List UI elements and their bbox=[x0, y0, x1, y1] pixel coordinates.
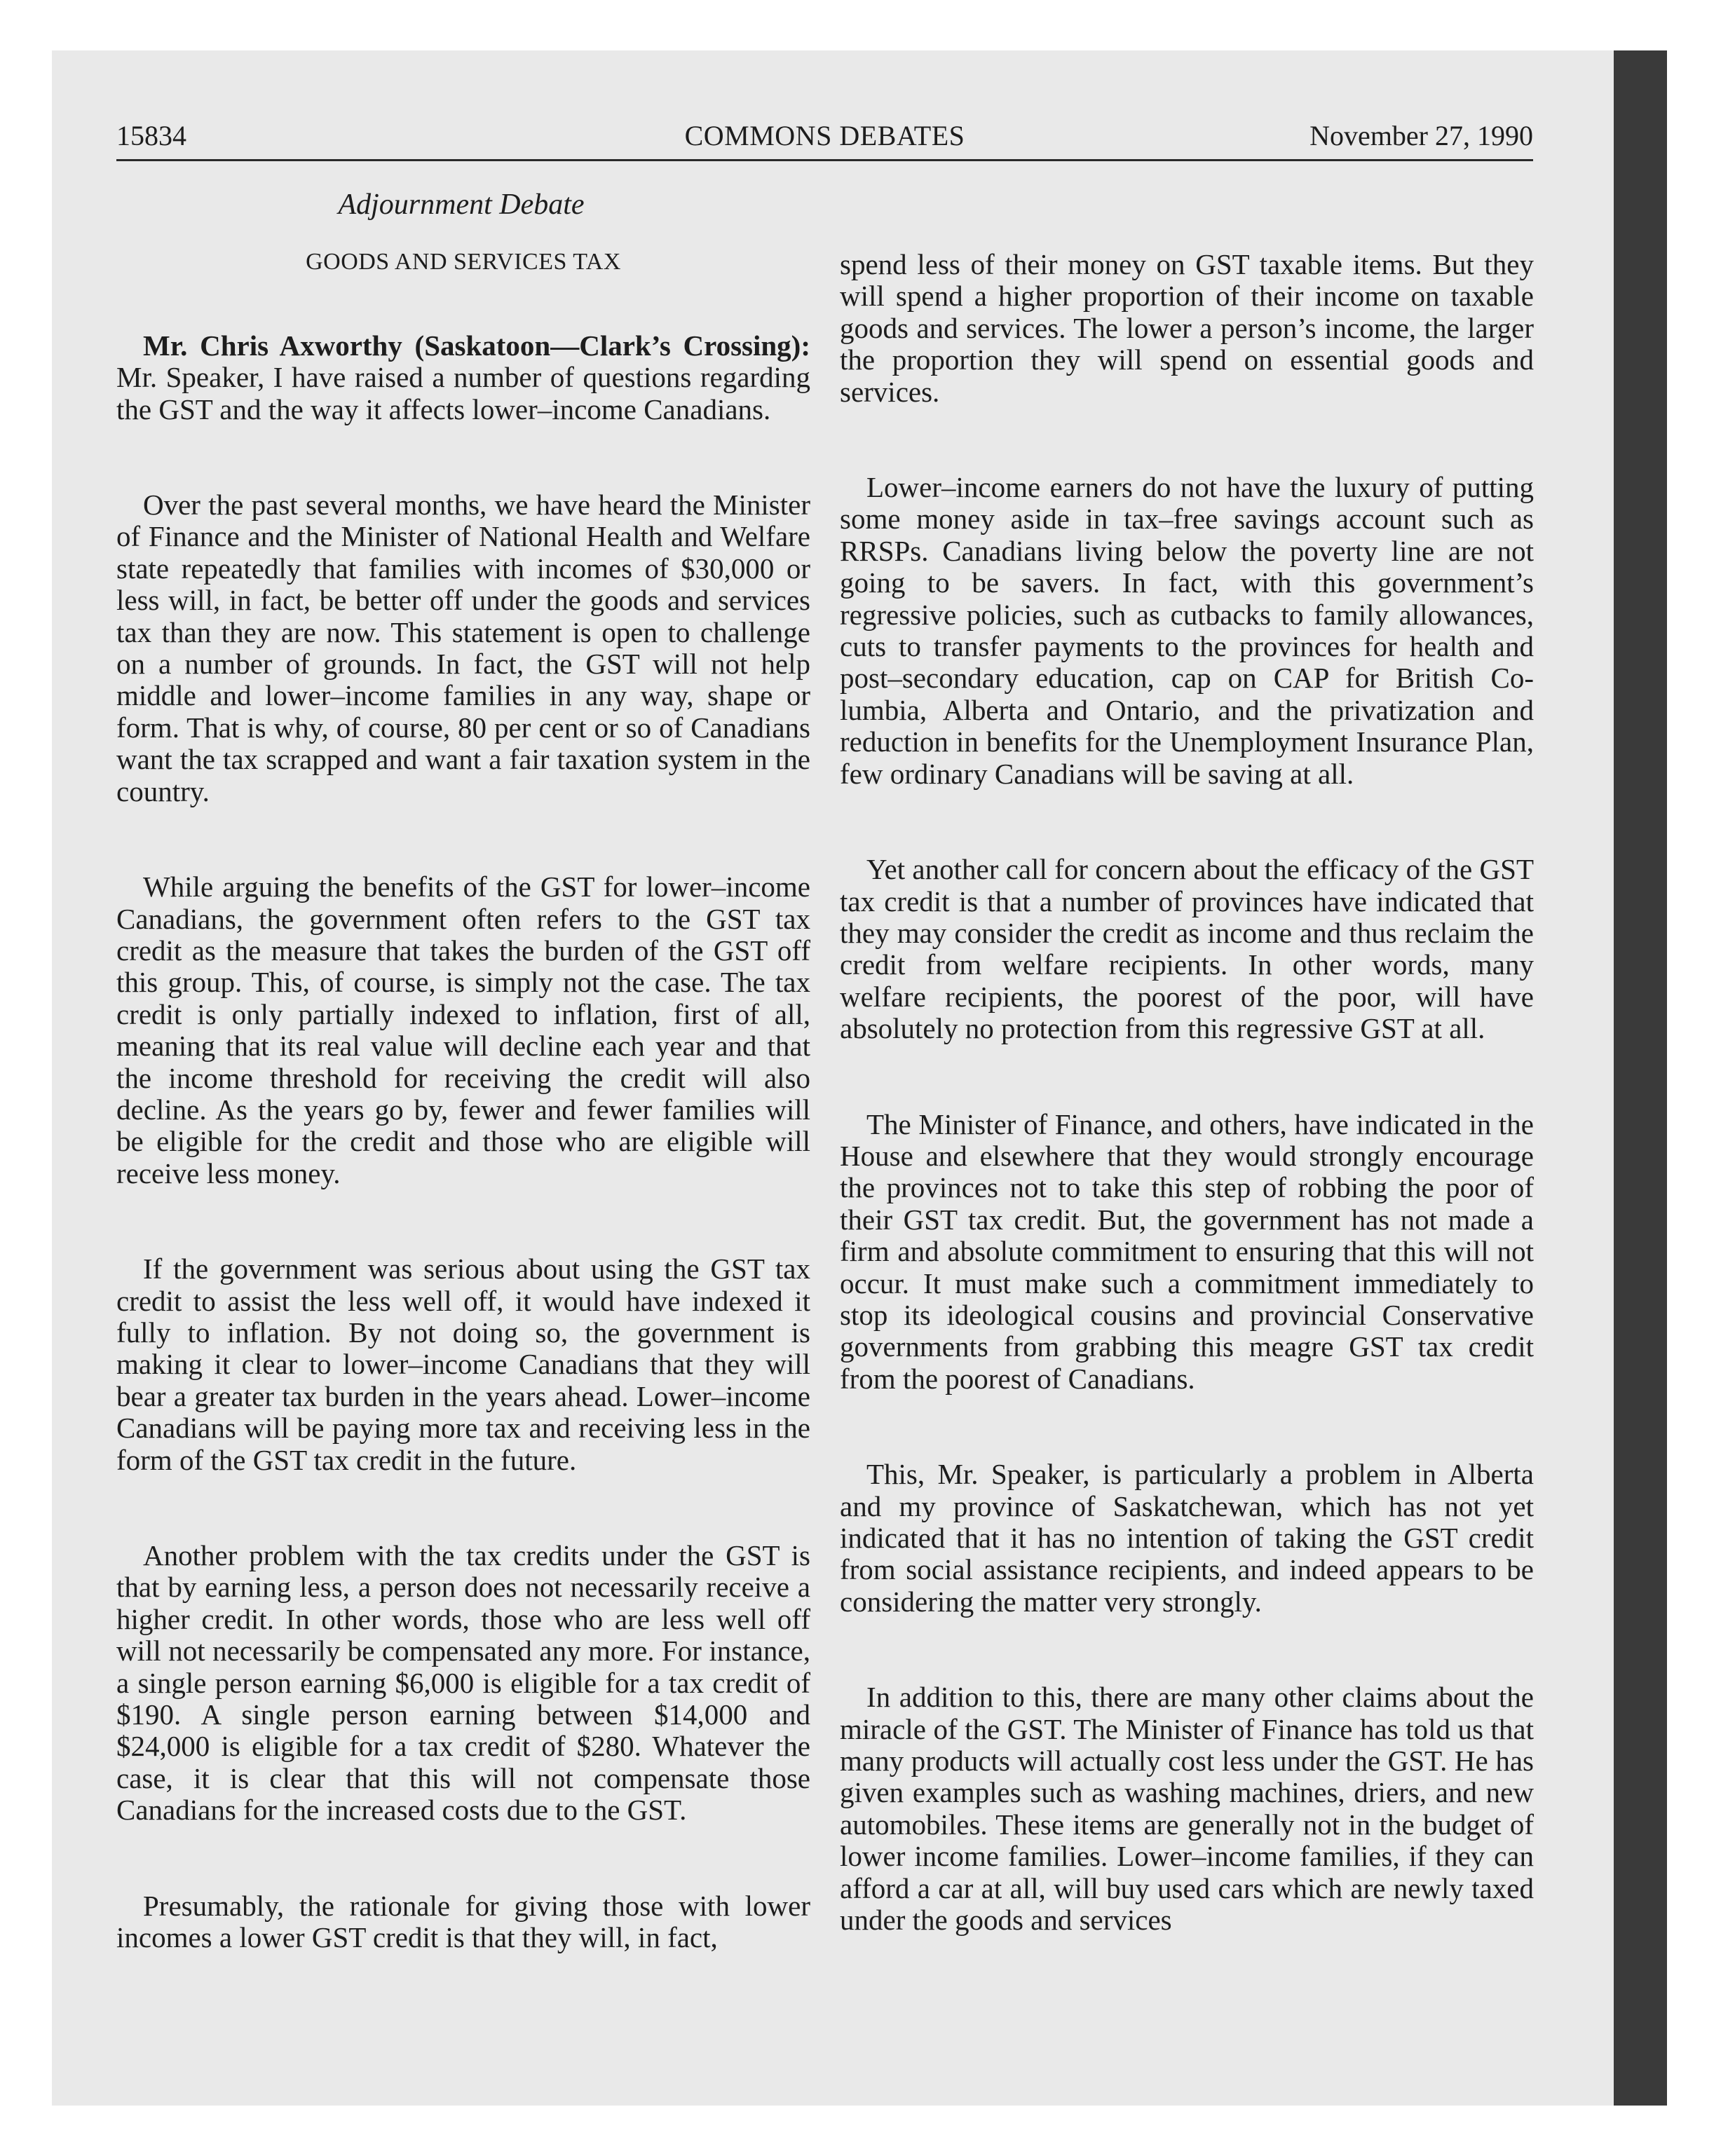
header-rule bbox=[116, 159, 1533, 161]
paragraph: In addition to this, there are many other claims about the miracle of the GST. The Minister of Finance has told us that many products will actually cost less under the GST. He has given examples such as washing machines, driers, and new automobiles. These items are generally not in the budget of lower income families. Lower–income families, if they can afford a car at all, will buy used cars which are newly taxed under the goods and services bbox=[840, 1681, 1534, 1937]
paragraph: Lower–income earners do not have the luxury of putting some money aside in tax–free savings account such as RRSPs. Canadians living below the poverty line are not going to be savers. In fact, with this government’s regressive policies, such as cutbacks to family allowances, cuts to transfer payments to the provinces for health and post–secondary education, cap on CAP for British Columbia, Alberta and Ontario, and the privatization and reduction in benefits for the Unemployment Insurance Plan, few ordinary Canadians will be saving at all. bbox=[840, 471, 1534, 790]
paragraph: Presumably, the rationale for giving those with lower incomes a lower GST credit is that they will, in fact, bbox=[116, 1889, 810, 1954]
scan-edge-shadow bbox=[1614, 50, 1667, 2106]
paragraph: While arguing the benefits of the GST for lower–income Canadians, the government often refers to the GST tax credit as the measure that takes the burden of the GST off this group. This, of course, is simply not the case. The tax credit is only partially indexed to inflation, first of all, meaning that its real value will decline each year and that the income threshold for receiving the credit will also decline. As the years go by, fewer and fewer families will be eligible for the credit and those who are eligible will receive less money. bbox=[116, 871, 810, 1189]
speaker-name: Mr. Chris Axworthy (Saskatoon—Clark’s Crossing): bbox=[143, 329, 810, 362]
paragraph: Over the past several months, we have heard the Minister of Finance and the Minister of National Health and Welfare state repeatedly that families with incomes of $30,000 or less will, in fact, be better off under the goods and services tax than they are now. This statement is open to challenge on a number of grounds. In fact, the GST will not help middle and lower–income families in any way, shape or form. That is why, of course, 80 per cent or so of Canadians want the tax scrapped and want a fair taxation system in the country. bbox=[116, 489, 810, 807]
paragraph-text: Mr. Speaker, I have raised a number of questions regarding the GST and the way it affects lower–income Canadians. bbox=[116, 361, 810, 425]
header-date: November 27, 1990 bbox=[1309, 120, 1533, 151]
paragraph: Yet another call for concern about the efficacy of the GST tax credit is that a number of provinces have indicated that they may consider the credit as income and thus reclaim the credit from welfare recipients. In other words, many welfare recipients, the poorest of the poor, will have absolutely no protection from this regressive GST at all. bbox=[840, 853, 1534, 1045]
section-subheading: GOODS AND SERVICES TAX bbox=[306, 249, 621, 275]
page-header bbox=[116, 119, 1533, 158]
paragraph bbox=[116, 330, 810, 425]
paragraph: The Minister of Finance, and others, have indicated in the House and elsewhere that they would strongly encourage the provinces not to take this step of robbing the poor of their GST tax credit. But, the government has not made a firm and absolute commitment to ensuring that this will not occur. It must make such a commitment immediately to stop its ideological cousins and provincial Conservative governments from grabbing this meagre GST tax credit from the poorest of Canadians. bbox=[840, 1107, 1534, 1395]
paragraph-continuation: spend less of their money on GST taxable items. But they will spend a higher proportion of their income on taxable goods and services. The lower a person’s income, the larger the proportion they will spend on essential goods and services. bbox=[840, 248, 1534, 408]
right-column bbox=[840, 249, 1534, 1936]
paragraph: This, Mr. Speaker, is particularly a problem in Alberta and my province of Saskatchewan, which has not yet indicated that it has no intention of taking the GST credit from social assistance recipients, and indeed appears to be considering the matter very strongly. bbox=[840, 1458, 1534, 1618]
paragraph: If the government was serious about using the GST tax credit to assist the less well off, it would have indexed it fully to inflation. By not doing so, the government is making it clear to lower–income Canadians that they will bear a greater tax burden in the years ahead. Lower–income Canadians will be paying more tax and receiving less in the form of the GST tax credit in the future. bbox=[116, 1253, 810, 1476]
left-column bbox=[116, 189, 810, 1953]
page-number: 15834 bbox=[116, 120, 186, 151]
paragraph: Another problem with the tax credits under the GST is that by earning less, a person does not necessarily receive a higher credit. In other words, those who are less well off will not necessarily be compensated any more. For instance, a single person earning $6,000 is eligible for a tax credit of $190. A single person earning between $14,000 and $24,000 is eligible for a tax credit of $280. Whatever the case, it is clear that this will not compensate those Canadians for the increased costs due to the GST. bbox=[116, 1539, 810, 1827]
section-heading: Adjournment Debate bbox=[338, 189, 585, 221]
running-title: COMMONS DEBATES bbox=[684, 120, 965, 151]
